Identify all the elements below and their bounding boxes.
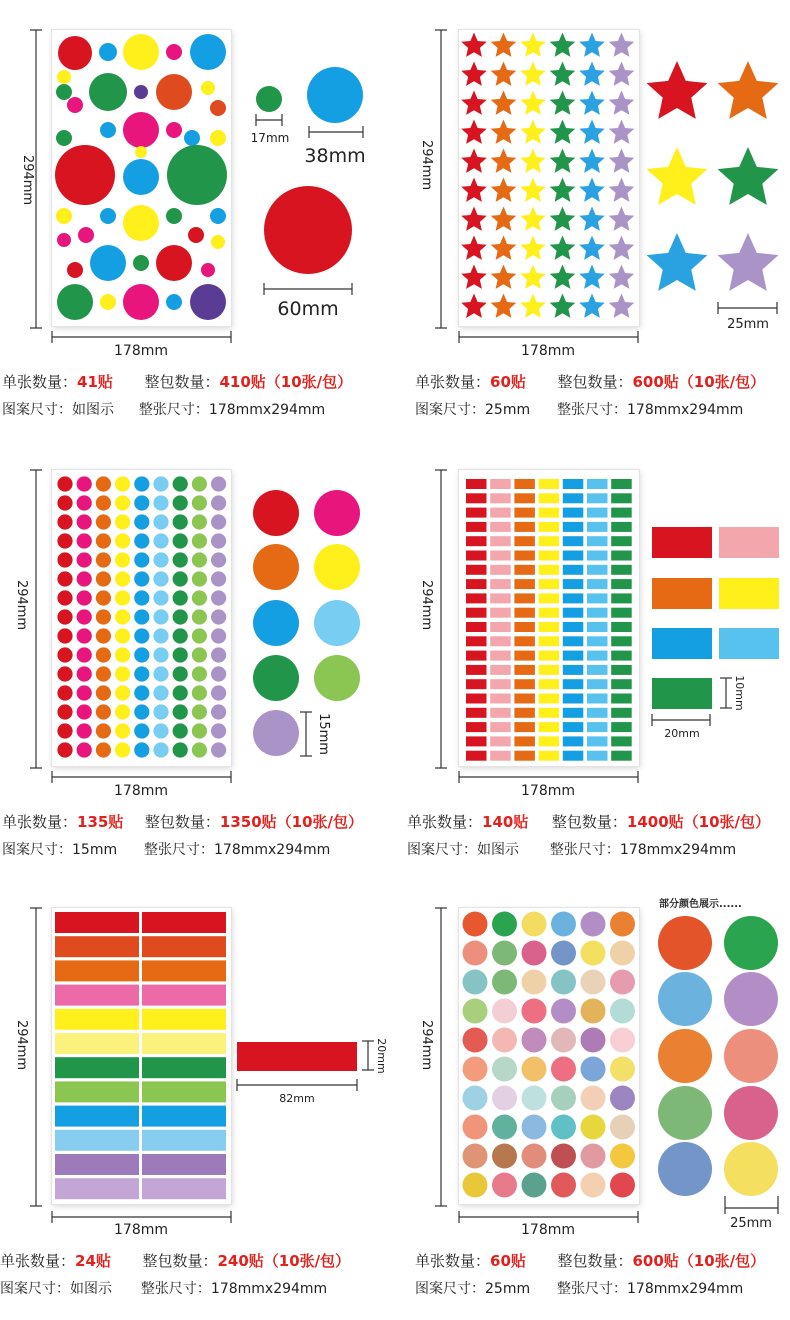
svg-text:178mm: 178mm (114, 1222, 168, 1238)
qty-row: 单张数量：24贴 整包数量：240贴（10张/包） (0, 1252, 351, 1270)
sticker-sheet (459, 908, 639, 1204)
svg-text:178mm: 178mm (114, 783, 168, 799)
sample-dots (655, 910, 790, 1200)
panel-small-dots (0, 440, 395, 880)
svg-text:60mm: 60mm (277, 298, 339, 320)
qty-row: 单张数量：60贴 整包数量：600贴（10张/包） (415, 373, 766, 391)
sample-dots (246, 485, 386, 765)
svg-text:部分颜色展示......: 部分颜色展示...... (659, 899, 742, 910)
qty-row: 单张数量：135贴 整包数量：1350贴（10张/包） (2, 813, 364, 831)
svg-text:178mm: 178mm (114, 343, 168, 359)
svg-text:294mm: 294mm (419, 579, 434, 631)
svg-text:294mm: 294mm (20, 154, 35, 206)
svg-text:294mm: 294mm (419, 139, 434, 191)
svg-text:178mm: 178mm (521, 1222, 575, 1238)
svg-text:25mm: 25mm (730, 1216, 772, 1231)
svg-text:82mm: 82mm (279, 1092, 315, 1105)
size-row: 图案尺寸：如图示 整张尺寸：178mmx294mm (2, 402, 326, 418)
panel-small-rects (405, 440, 790, 880)
sample-bar (236, 1041, 361, 1073)
svg-text:38mm: 38mm (304, 145, 366, 167)
panel-pastel-dots (405, 880, 790, 1320)
qty-row: 单张数量：60贴 整包数量：600贴（10张/包） (415, 1252, 766, 1270)
svg-text:294mm: 294mm (419, 1019, 434, 1071)
rect-stickers (459, 470, 639, 766)
size-row: 图案尺寸：15mm 整张尺寸：178mmx294mm (2, 842, 331, 858)
size-row: 图案尺寸：25mm 整张尺寸：178mmx294mm (415, 1281, 744, 1297)
svg-text:294mm: 294mm (14, 1019, 29, 1071)
svg-text:10mm: 10mm (733, 675, 746, 711)
svg-text:178mm: 178mm (521, 783, 575, 799)
size-row: 图案尺寸：25mm 整张尺寸：178mmx294mm (415, 402, 744, 418)
svg-text:20mm: 20mm (375, 1038, 388, 1074)
size-row: 图案尺寸：如图示 整张尺寸：178mmx294mm (407, 842, 737, 858)
sticker-sheet (459, 30, 639, 326)
panel-stars (405, 0, 790, 440)
star-stickers (459, 30, 639, 326)
panel-mixed-dots (0, 0, 395, 440)
svg-text:25mm: 25mm (727, 317, 769, 332)
panel-rainbow-bars (0, 880, 395, 1320)
svg-text:294mm: 294mm (14, 579, 29, 631)
sample-rects (651, 525, 790, 725)
pastel-dot-stickers (459, 908, 639, 1204)
svg-text:15mm: 15mm (316, 713, 331, 755)
svg-text:178mm: 178mm (521, 343, 575, 359)
sticker-sheet (52, 470, 231, 766)
qty-row: 单张数量：41贴 整包数量：410贴（10张/包） (2, 373, 353, 391)
qty-row: 单张数量：140贴 整包数量：1400贴（10张/包） (407, 813, 771, 831)
sticker-sheet (459, 470, 639, 766)
sample-stars (641, 55, 790, 335)
svg-text:17mm: 17mm (250, 131, 290, 145)
size-row: 图案尺寸：如图示 整张尺寸：178mmx294mm (0, 1281, 328, 1297)
sticker-sheet (52, 908, 231, 1204)
bar-stickers (52, 908, 231, 1204)
small-dot-stickers (52, 470, 231, 766)
svg-text:20mm: 20mm (664, 727, 700, 740)
